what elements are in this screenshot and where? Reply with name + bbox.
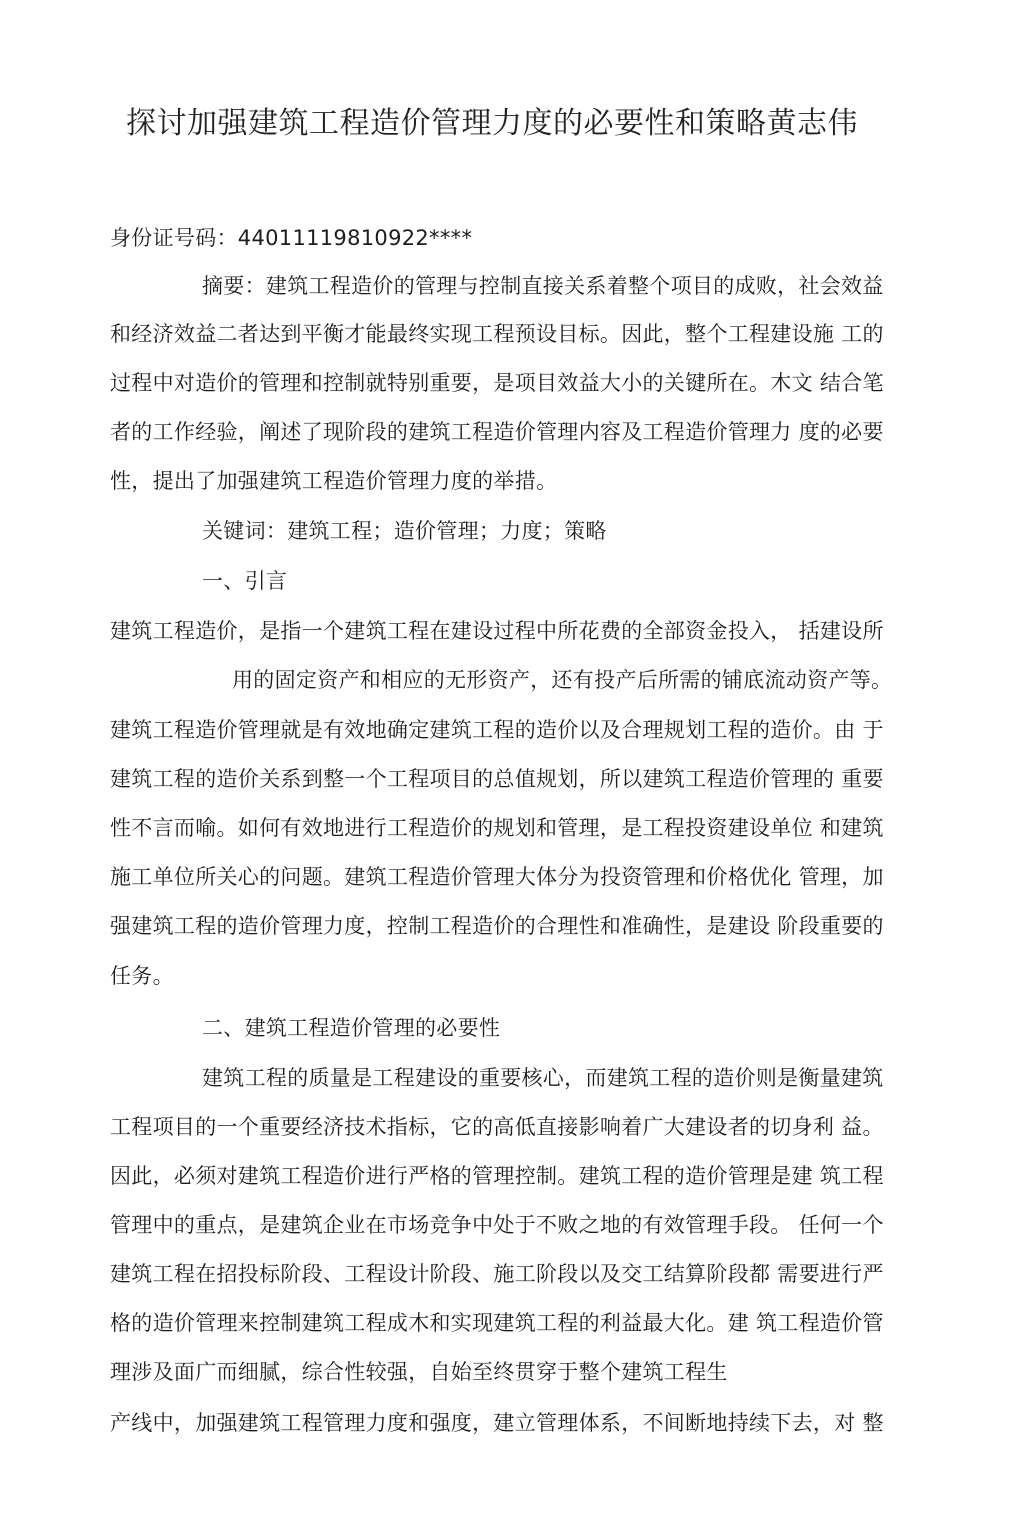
section-heading: 二、建筑工程造价管理的必要性 bbox=[202, 1016, 501, 1040]
paragraph-line: 建筑工程在招投标阶段、工程设计阶段、施工阶段以及交工结算阶段都 需要进行严 bbox=[110, 1262, 884, 1286]
paragraph-line: 用的固定资产和相应的无形资产，还有投产后所需的铺底流动资产等。 bbox=[232, 668, 893, 692]
abstract-line: 摘要：建筑工程造价的管理与控制直接关系着整个项目的成败，社会效益 bbox=[202, 274, 884, 298]
paragraph-line: 产线中，加强建筑工程管理力度和强度，建立管理体系，不间断地持续下去，对 整 bbox=[110, 1411, 884, 1435]
abstract-line: 和经济效益二者达到平衡才能最终实现工程预设目标。因此，整个工程建设施 工的 bbox=[110, 322, 884, 346]
paragraph-line: 性不言而喻。如何有效地进行工程造价的规划和管理，是工程投资建设单位 和建筑 bbox=[110, 816, 884, 840]
abstract-line: 性，提出了加强建筑工程造价管理力度的举措。 bbox=[110, 469, 558, 493]
paragraph-line: 强建筑工程的造价管理力度，控制工程造价的合理性和准确性，是建设 阶段重要的 bbox=[110, 914, 884, 938]
section-heading: 一、引言 bbox=[202, 569, 288, 593]
document-title: 探讨加强建筑工程造价管理力度的必要性和策略黄志伟 bbox=[126, 106, 858, 141]
id-number-line: 身份证号码：44011119810922**** bbox=[110, 226, 473, 250]
keywords-line: 关键词：建筑工程；造价管理；力度；策略 bbox=[202, 519, 607, 543]
paragraph-line: 任务。 bbox=[110, 964, 174, 988]
paragraph-line: 管理中的重点，是建筑企业在市场竞争中处于不败之地的有效管理手段。 任何一个 bbox=[110, 1213, 884, 1237]
paragraph-line: 理涉及面广而细腻，综合性较强，自始至终贯穿于整个建筑工程生 bbox=[110, 1360, 728, 1384]
paragraph-line: 工程项目的一个重要经济技术指标，它的高低直接影响着广大建设者的切身利 益。 bbox=[110, 1115, 884, 1139]
paragraph-line: 建筑工程造价管理就是有效地确定建筑工程的造价以及合理规划工程的造价。由 于 bbox=[110, 718, 884, 742]
abstract-line: 者的工作经验，阐述了现阶段的建筑工程造价管理内容及工程造价管理力 度的必要 bbox=[110, 420, 884, 444]
paragraph-line: 因此，必须对建筑工程造价进行严格的管理控制。建筑工程的造价管理是建 筑工程 bbox=[110, 1164, 884, 1188]
paragraph-line: 建筑工程的造价关系到整一个工程项目的总值规划，所以建筑工程造价管理的 重要 bbox=[110, 767, 884, 791]
paragraph-line: 建筑工程造价，是指一个建筑工程在建设过程中所花费的全部资金投入， 括建设所 bbox=[110, 619, 884, 643]
paragraph-line: 施工单位所关心的问题。建筑工程造价管理大体分为投资管理和价格优化 管理，加 bbox=[110, 865, 884, 889]
abstract-line: 过程中对造价的管理和控制就特别重要，是项目效益大小的关键所在。木文 结合笔 bbox=[110, 371, 884, 395]
paragraph-line: 建筑工程的质量是工程建设的重要核心，而建筑工程的造价则是衡量建筑 bbox=[202, 1066, 884, 1090]
paragraph-line: 格的造价管理来控制建筑工程成木和实现建筑工程的利益最大化。建 筑工程造价管 bbox=[110, 1311, 884, 1335]
